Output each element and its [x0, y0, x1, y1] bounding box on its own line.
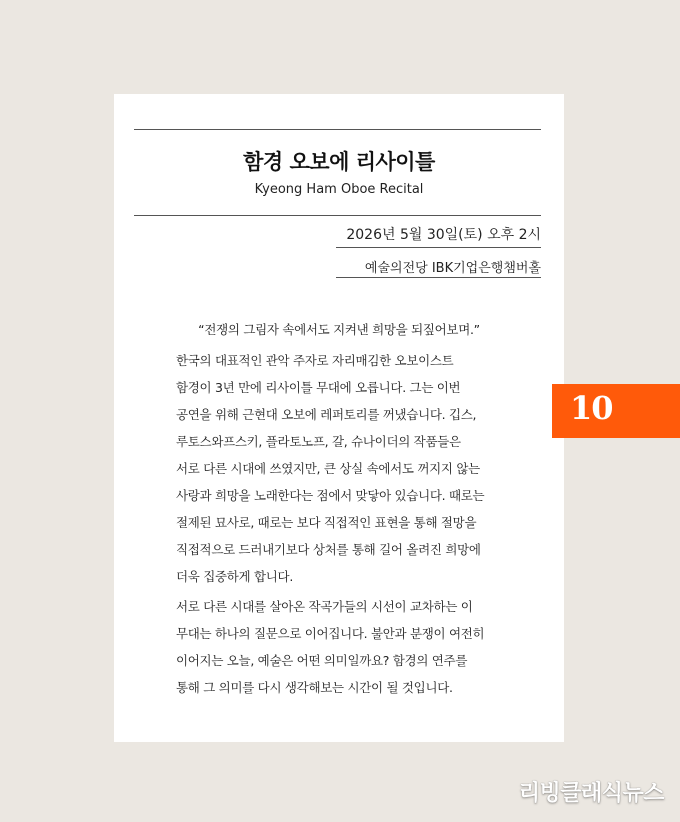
- description-paragraph-1: [176, 347, 484, 590]
- recital-subtitle: Kyeong Ham Oboe Recital: [254, 182, 424, 197]
- top-divider: [134, 129, 541, 130]
- venue-divider: [336, 277, 541, 278]
- paragraph-line: 루토스와프스키, 플라토노프, 갈, 슈나이더의 작품들은: [176, 434, 461, 449]
- paragraph-line: 절제된 묘사로, 때로는 보다 직접적인 표현을 통해 절망을: [176, 515, 477, 530]
- concert-venue: 예술의전당 IBK기업은행챔버홀: [364, 261, 541, 276]
- paragraph-line: 더욱 집중하게 합니다.: [176, 569, 293, 584]
- paragraph-line: 공연을 위해 근현대 오보에 레퍼토리를 꺼냈습니다. 깁스,: [176, 407, 477, 422]
- paragraph-line: 사랑과 희망을 노래한다는 점에서 맞닿아 있습니다. 때로는: [176, 488, 485, 503]
- paragraph-line: 서로 다른 시대에 쓰였지만, 큰 상실 속에서도 꺼지지 않는: [176, 461, 480, 476]
- page-number: 10: [570, 389, 613, 427]
- paragraph-line: 함경이 3년 만에 리사이틀 무대에 오릅니다. 그는 이번: [176, 380, 461, 395]
- description-paragraph-2: [176, 593, 484, 701]
- brand-watermark: 리빙클래식뉴스: [518, 781, 664, 806]
- program-card: [114, 94, 564, 742]
- paragraph-line: 무대는 하나의 질문으로 이어집니다. 불안과 분쟁이 여전히: [176, 626, 485, 641]
- paragraph-line: 이어지는 오늘, 예술은 어떤 의미일까요? 함경의 연주를: [176, 653, 468, 668]
- page-number-badge: [552, 384, 680, 438]
- paragraph-line: 서로 다른 시대를 살아온 작곡가들의 시선이 교차하는 이: [176, 599, 473, 614]
- title-divider: [134, 215, 541, 216]
- paragraph-line: 직접적으로 드러내기보다 상처를 통해 길어 올려진 희망에: [176, 542, 481, 557]
- recital-title: 함경 오보에 리사이틀: [243, 150, 435, 174]
- program-quote: “전쟁의 그림자 속에서도 지켜낸 희망을 되짚어보며.”: [198, 322, 480, 337]
- paragraph-line: 통해 그 의미를 다시 생각해보는 시간이 될 것입니다.: [176, 680, 453, 695]
- date-divider: [336, 247, 541, 248]
- concert-date: 2026년 5월 30일(토) 오후 2시: [346, 227, 541, 243]
- paragraph-line: 한국의 대표적인 관악 주자로 자리매김한 오보이스트: [176, 353, 454, 368]
